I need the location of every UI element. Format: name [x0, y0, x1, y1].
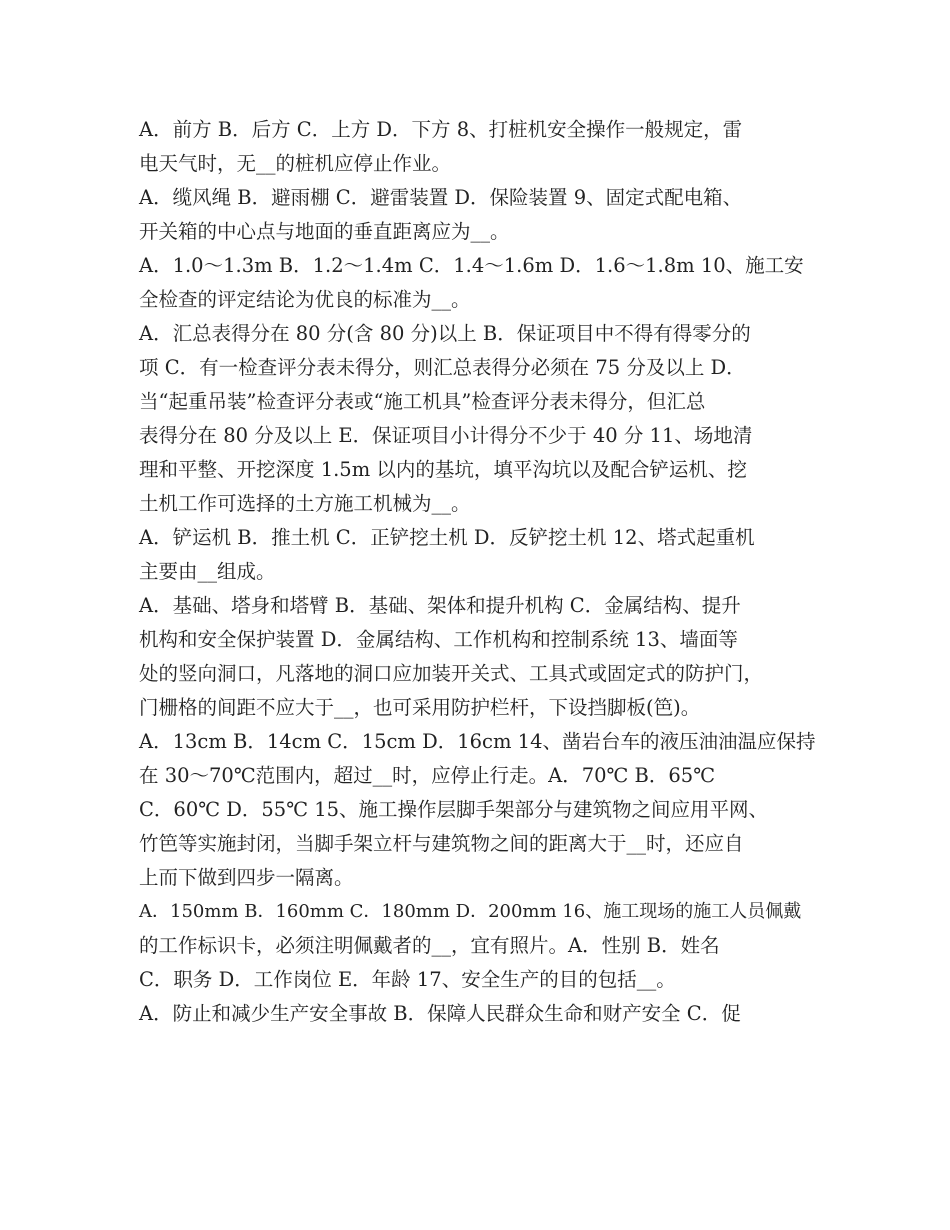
text-line: A．13cm B．14cm C．15cm D．16cm 14、凿岩台车的液压油油温应保持 [139, 730, 816, 753]
text-line: A．前方 B．后方 C．上方 D．下方 8、打桩机安全操作一般规定，雷 [139, 118, 743, 141]
text-line: 的工作标识卡，必须注明佩戴者的__，宜有照片。A．性别 B．姓名 [139, 934, 720, 957]
text-line: 门栅格的间距不应大于__，也可采用防护栏杆，下设挡脚板(笆)。 [139, 696, 701, 719]
text-line: 开关箱的中心点与地面的垂直距离应为__。 [139, 220, 510, 243]
text-line: 电天气时，无__的桩机应停止作业。 [139, 152, 452, 175]
text-line: 全检查的评定结论为优良的标准为__。 [139, 288, 471, 311]
text-line: 土机工作可选择的土方施工机械为__。 [139, 492, 471, 515]
text-line: A．缆风绳 B．避雨棚 C．避雷装置 D．保险装置 9、固定式配电箱、 [139, 186, 743, 209]
text-line: A．铲运机 B．推土机 C．正铲挖土机 D．反铲挖土机 12、塔式起重机 [139, 526, 755, 549]
text-line: 机构和安全保护装置 D．金属结构、工作机构和控制系统 13、墙面等 [139, 628, 738, 651]
text-line: 当“起重吊装”检查评分表或“施工机具”检查评分表未得分，但汇总 [139, 390, 706, 413]
text-line: 竹笆等实施封闭，当脚手架立杆与建筑物之间的距离大于__时，还应自 [139, 832, 744, 855]
text-line: A．150mm B．160mm C．180mm D．200mm 16、施工现场的施工人员佩戴 [139, 901, 802, 922]
text-line: 表得分在 80 分及以上 E．保证项目小计得分不少于 40 分 11、场地清 [139, 424, 753, 447]
text-line: 项 C．有一检查评分表未得分，则汇总表得分必须在 75 分及以上 D． [139, 356, 746, 379]
text-line: 主要由__组成。 [139, 560, 276, 583]
text-line: A．汇总表得分在 80 分(含 80 分)以上 B．保证项目中不得有得零分的 [139, 322, 751, 345]
text-line: A．防止和减少生产安全事故 B．保障人民群众生命和财产安全 C．促 [139, 1002, 741, 1025]
exam-question-text [139, 113, 819, 1031]
text-line: C．职务 D．工作岗位 E．年龄 17、安全生产的目的包括__。 [139, 968, 676, 991]
text-line: 处的竖向洞口，凡落地的洞口应加装开关式、工具式或固定式的防护门， [139, 662, 764, 685]
text-line: C．60℃ D．55℃ 15、施工操作层脚手架部分与建筑物之间应用平网、 [139, 798, 769, 821]
text-line: 上而下做到四步一隔离。 [139, 866, 354, 889]
text-line: A．基础、塔身和塔臂 B．基础、架体和提升机构 C．金属结构、提升 [139, 594, 741, 617]
text-line: 在 30～70℃范围内，超过__时，应停止行走。A．70℃ B．65℃ [139, 764, 716, 787]
text-line: 理和平整、开挖深度 1.5m 以内的基坑，填平沟坑以及配合铲运机、挖 [139, 458, 747, 481]
text-line: A．1.0～1.3m B．1.2～1.4m C．1.4～1.6m D．1.6～1.8m 10、施工安 [139, 254, 804, 277]
